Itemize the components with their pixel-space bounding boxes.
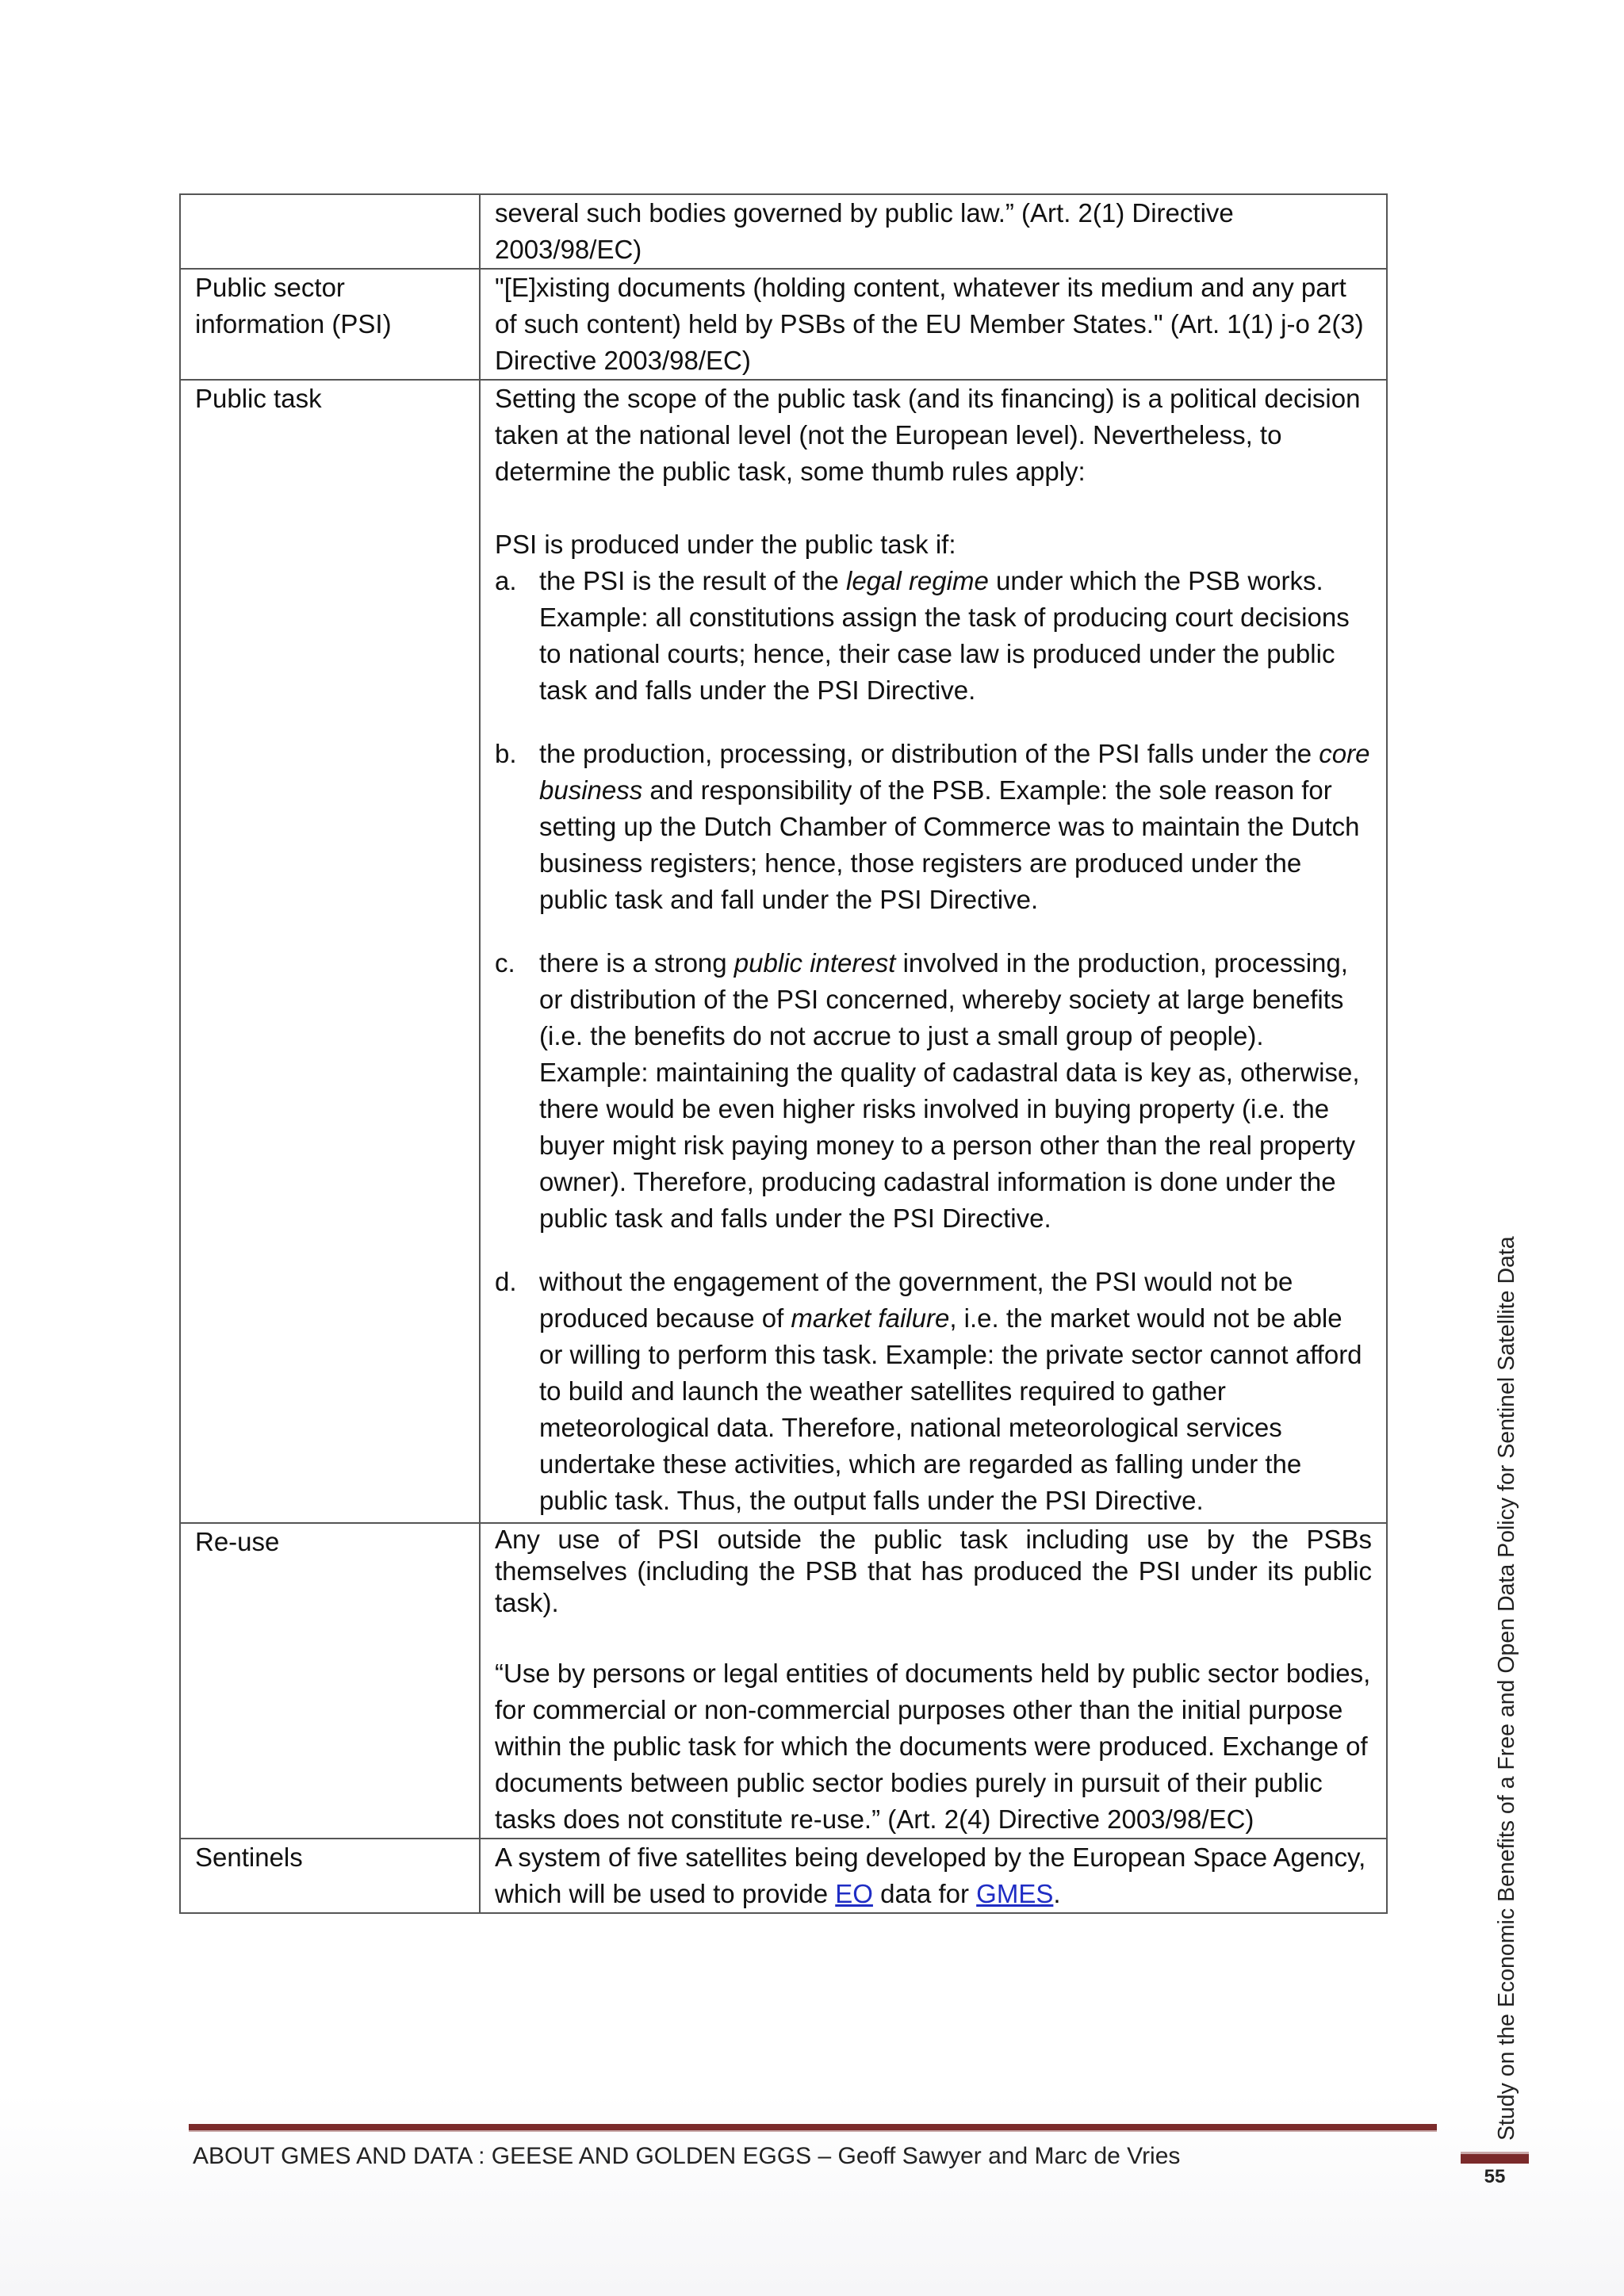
criteria-list — [495, 563, 1372, 1519]
side-running-title: Study on the Economic Benefits of a Free and Open Data Policy for Sentinel Satellite Data — [1494, 1236, 1519, 2141]
definition-text: Any use of PSI outside the public task including use by the PSBs themselves (including the PSB that has produced the PSI under its public task). — [495, 1525, 1372, 1617]
item-emphasis: public interest — [733, 948, 896, 978]
definition-cell — [480, 1523, 1387, 1839]
list-item — [495, 945, 1372, 1237]
table-row — [180, 1523, 1387, 1839]
term-cell: Re-use — [180, 1523, 480, 1839]
gmes-link[interactable]: GMES — [976, 1879, 1054, 1908]
item-text: there is a strong — [539, 948, 734, 978]
definition-text: "[E]xisting documents (holding content, whatever its medium and any part of such content) held by PSBs of the EU Member States." (Art. 1(1) j-o 2(3) Directive 2003/98/EC) — [495, 273, 1364, 375]
definition-intro: Setting the scope of the public task (and its financing) is a political decision taken at the national level (not the European level). Nevertheless, to determine the public task, some thumb rules apply: — [495, 384, 1361, 486]
definition-cell — [480, 269, 1387, 380]
definition-part: data for — [872, 1879, 977, 1908]
list-lead: PSI is produced under the public task if: — [495, 530, 956, 559]
definition-cell — [480, 1839, 1387, 1913]
item-emphasis: legal regime — [846, 566, 989, 595]
definition-text: several such bodies governed by public law.” (Art. 2(1) Directive 2003/98/EC) — [495, 198, 1234, 264]
table-row — [180, 269, 1387, 380]
list-item — [495, 563, 1372, 709]
definition-part: A system of five satellites being developed by the European Space Agency, which will be used to provide — [495, 1843, 1366, 1908]
term-cell: Sentinels — [180, 1839, 480, 1913]
table-row — [180, 1839, 1387, 1913]
item-text: and responsibility of the PSB. Example: the sole reason for setting up the Dutch Chamber of Commerce was to maintain the Dutch business registers; hence, those registers are produced under the public task and fall under the PSI Directive. — [539, 775, 1360, 914]
item-text: without the engagement of the government, the PSI would not be produced because of — [539, 1267, 1293, 1333]
definition-cell — [480, 380, 1387, 1523]
definition-text — [495, 1839, 1372, 1912]
table-row — [180, 194, 1387, 269]
footer-text: ABOUT GMES AND DATA : GEESE AND GOLDEN EGGS – Geoff Sawyer and Marc de Vries — [193, 2143, 1181, 2169]
table-row — [180, 380, 1387, 1523]
term-cell: Public task — [180, 380, 480, 1523]
item-text: involved in the production, processing, or distribution of the PSI concerned, whereby society at large benefits (i.e. the benefits do not accrue to just a small group of people). Example: maintaining the quality of cadastral data is key as, otherwise, there would be even higher risks involved in buying property (i.e. the buyer might risk paying money to a person other than the real property owner). Therefore, producing cadastral information is done under the public task and falls under the PSI Directive. — [539, 948, 1360, 1233]
footer-rule — [189, 2124, 1437, 2132]
item-text: , i.e. the market would not be able or willing to perform this task. Example: the private sector cannot afford to build and launch the weather satellites required to gather meteorological data. Therefore, national meteorological services undertake these activities, which are regarded as falling under the public task. Thus, the output falls under the PSI Directive. — [539, 1303, 1362, 1515]
item-emphasis: market failure — [791, 1303, 950, 1333]
page-number: 55 — [1484, 2166, 1506, 2187]
list-marker: c. — [495, 948, 515, 978]
term-cell: Public sector information (PSI) — [180, 269, 480, 380]
list-marker: a. — [495, 566, 517, 595]
term-cell — [180, 194, 480, 269]
item-emphasis: core business — [539, 739, 1370, 805]
item-text: the PSI is the result of the — [539, 566, 847, 595]
item-text: under which the PSB works. Example: all constitutions assign the task of producing court decisions to national courts; hence, their case law is produced under the public task and falls under the PSI Directive. — [539, 566, 1350, 705]
list-marker: d. — [495, 1267, 517, 1296]
list-item — [495, 1264, 1372, 1519]
list-item — [495, 736, 1372, 918]
definition-part: . — [1053, 1879, 1061, 1908]
definition-cell — [480, 194, 1387, 269]
list-marker: b. — [495, 739, 517, 768]
definition-quote: “Use by persons or legal entities of documents held by public sector bodies, for commercial or non-commercial purposes other than the initial purpose within the public task for which the documents were produced. Exchange of documents between public sector bodies purely in pursuit of their public tasks does not constitute re-use.” (Art. 2(4) Directive 2003/98/EC) — [495, 1659, 1371, 1834]
glossary-table — [179, 193, 1388, 1914]
page-number-rule — [1461, 2152, 1529, 2164]
item-text: the production, processing, or distribution of the PSI falls under the — [539, 739, 1320, 768]
eo-link[interactable]: EO — [835, 1879, 873, 1908]
